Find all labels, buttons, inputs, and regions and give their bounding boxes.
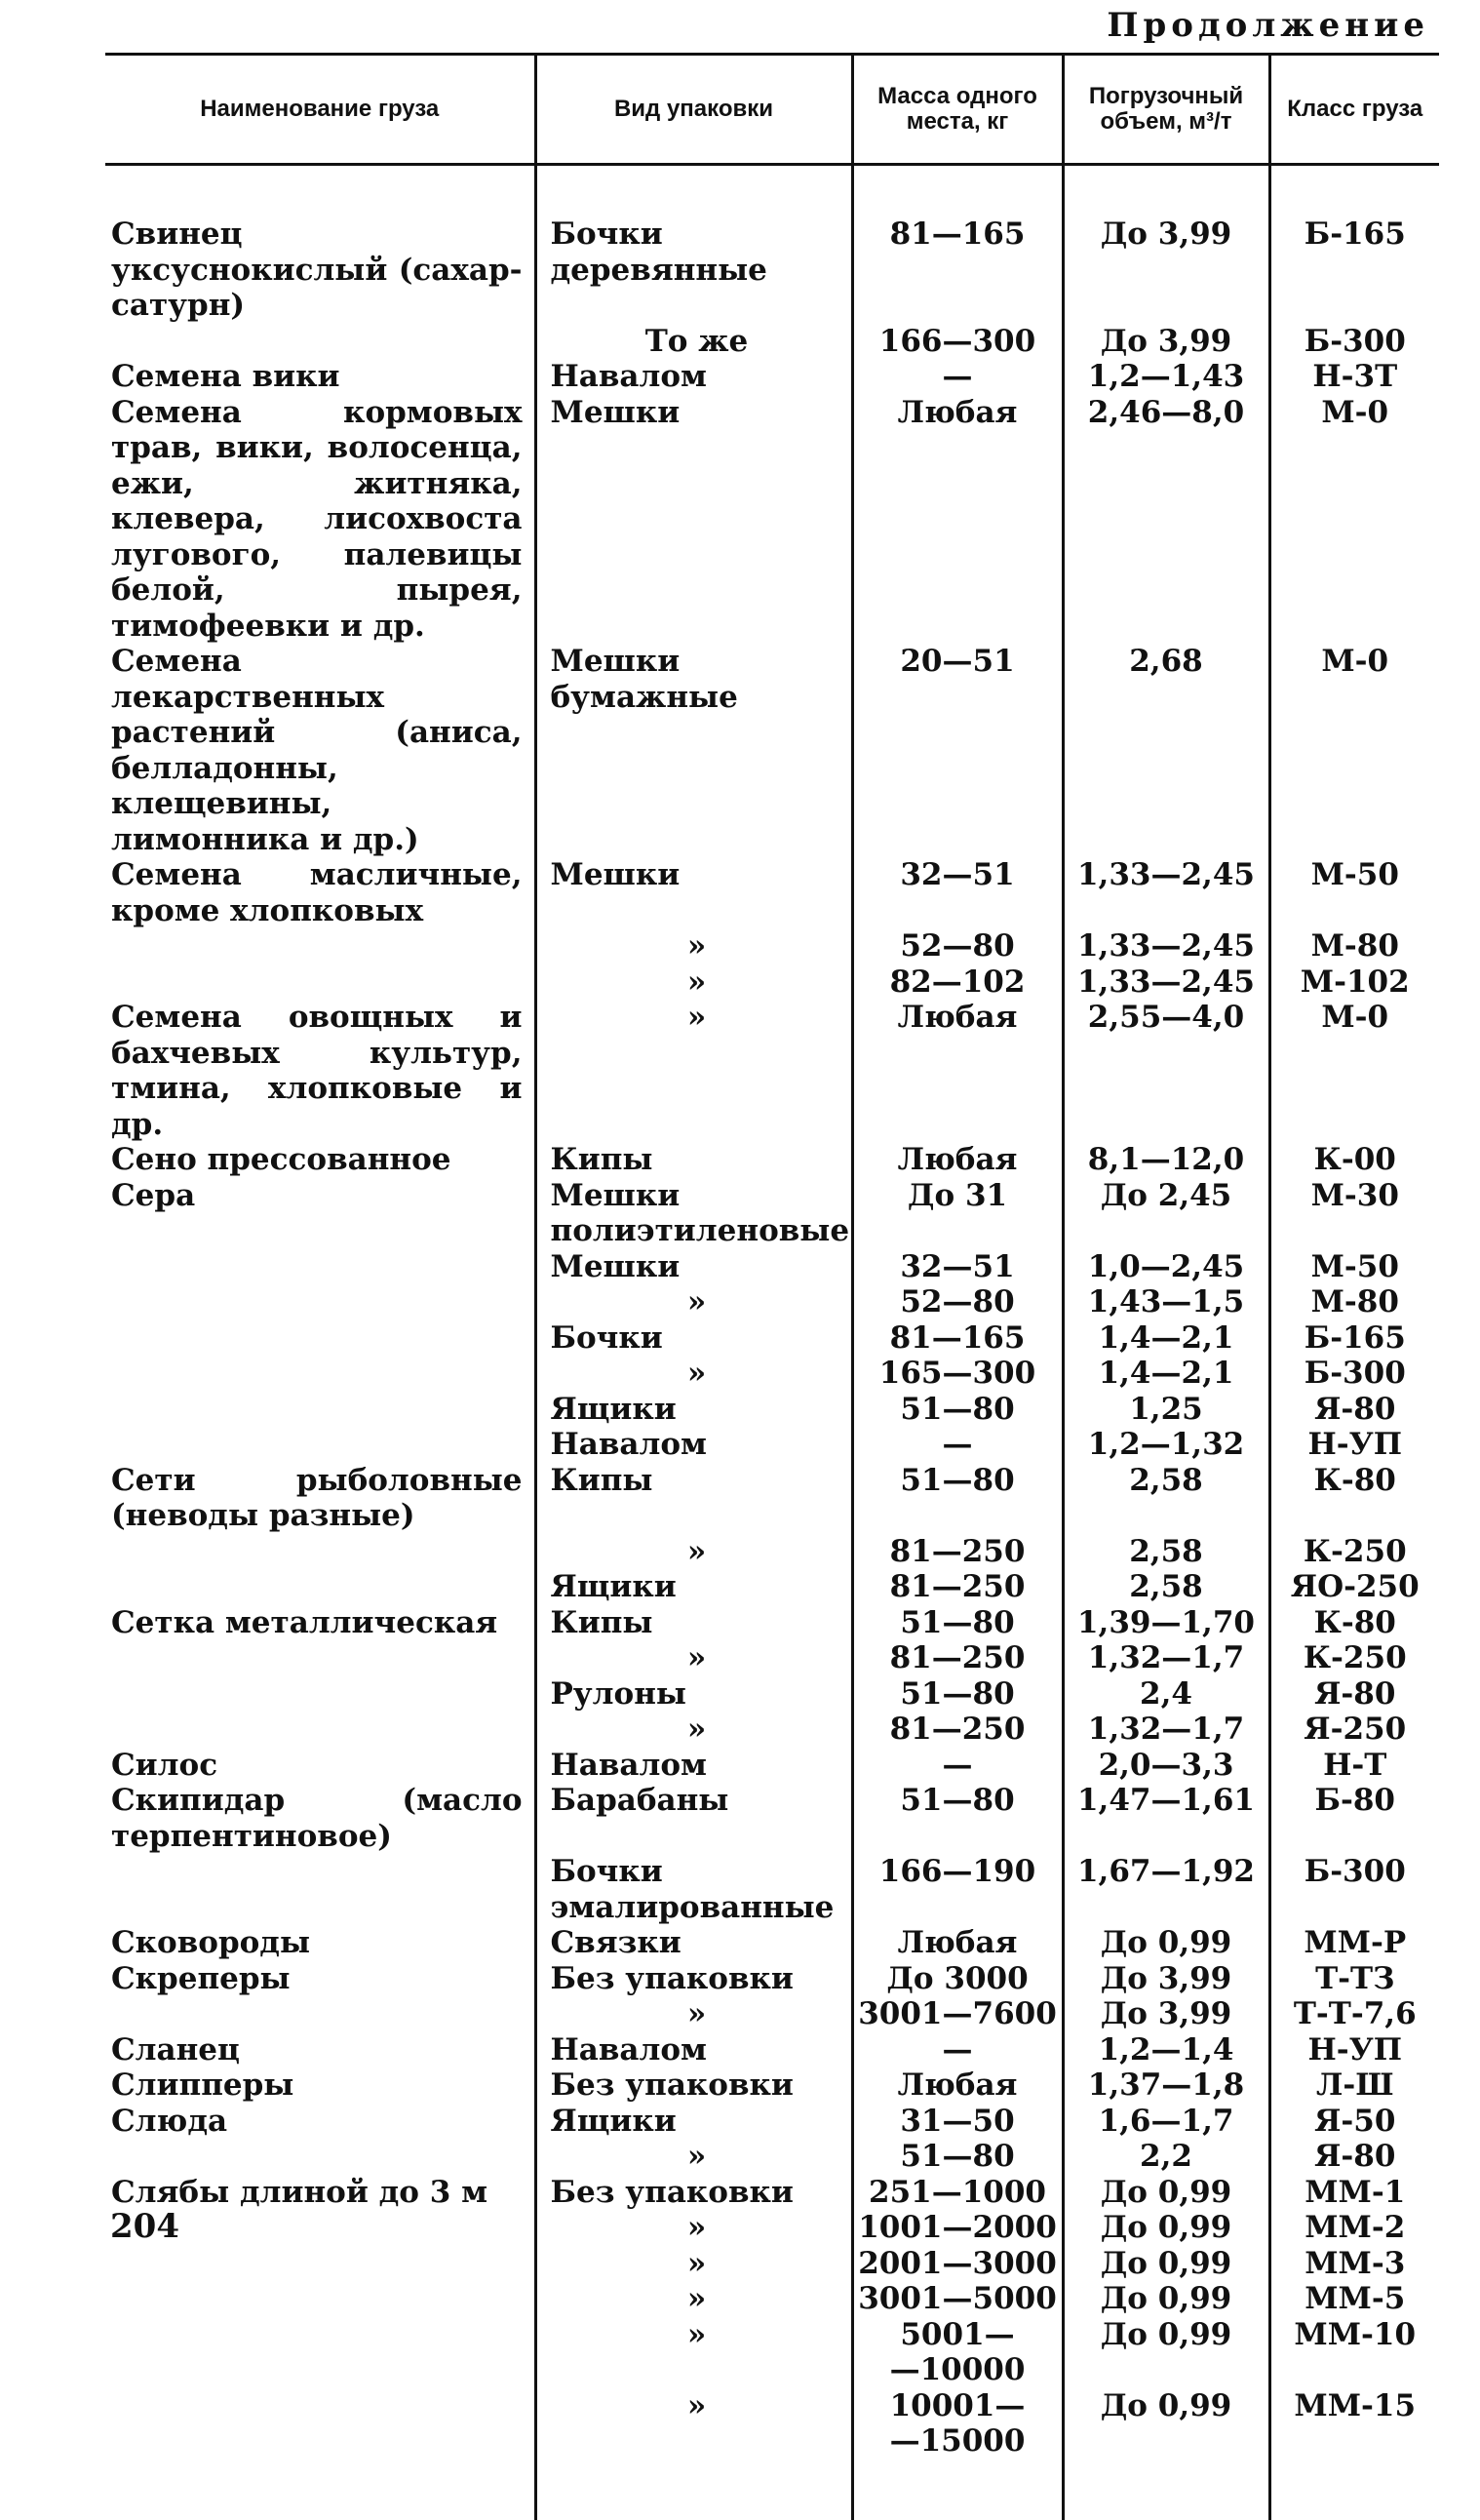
cell-packaging: » bbox=[535, 2246, 852, 2282]
cell-packaging: Кипы bbox=[535, 1605, 852, 1641]
cell-loading-volume: 1,67—1,92 bbox=[1063, 1854, 1269, 1925]
cell-loading-volume: 1,39—1,70 bbox=[1063, 1605, 1269, 1641]
table-row bbox=[105, 1178, 1439, 1249]
cell-packaging: Бочки bbox=[535, 1320, 852, 1357]
cell-cargo-class: Б-300 bbox=[1269, 1854, 1439, 1925]
cell-cargo-class: Б-165 bbox=[1269, 1320, 1439, 1357]
cell-loading-volume: 2,55—4,0 bbox=[1063, 1000, 1269, 1142]
cell-cargo-class: Я-50 bbox=[1269, 2104, 1439, 2140]
cell-cargo-name: Свинец уксуснокислый (сахар-сатурн) bbox=[111, 217, 523, 323]
table-row bbox=[105, 2175, 1439, 2211]
cell-packaging: Кипы bbox=[535, 1463, 852, 1534]
table-row bbox=[105, 2317, 1439, 2388]
cell-packaging: Мешки bbox=[535, 857, 852, 928]
cell-loading-volume: До 3,99 bbox=[1063, 1961, 1269, 1997]
cell-packaging: Рулоны bbox=[535, 1676, 852, 1713]
table-row bbox=[105, 2281, 1439, 2317]
page-number: 204 bbox=[110, 2207, 179, 2246]
cell-packaging: » bbox=[535, 1534, 852, 1570]
spacer-row bbox=[105, 165, 1439, 217]
table-row bbox=[105, 1712, 1439, 1748]
cell-cargo-name: Семена лекарственных растений (аниса, белладонны, клещевины, лимонника и др.) bbox=[111, 644, 523, 857]
table-row bbox=[105, 1748, 1439, 1784]
cell-cargo-class: Б-300 bbox=[1269, 1356, 1439, 1392]
cell-loading-volume: 1,32—1,7 bbox=[1063, 1640, 1269, 1676]
cell-packaging: Мешки bbox=[535, 395, 852, 645]
cell-cargo-name: Сланец bbox=[111, 2031, 240, 2067]
cell-cargo-name: Семена кормовых трав, вики, волосенца, ежи, житняка, клевера, лисохвоста лугового, палевицы белой, пырея, тимофеевки и др. bbox=[111, 394, 523, 644]
cell-unit-mass: 166—190 bbox=[852, 1854, 1063, 1925]
cell-cargo-name: Скипидар (масло терпентиновое) bbox=[111, 1783, 523, 1854]
cell-cargo-name bbox=[105, 1569, 535, 1605]
cell-loading-volume: 2,0—3,3 bbox=[1063, 1748, 1269, 1784]
table-row bbox=[105, 324, 1439, 360]
header-unit-mass: Масса одного места, кг bbox=[852, 55, 1063, 165]
table-row bbox=[105, 395, 1439, 645]
cell-unit-mass: 51—80 bbox=[852, 1676, 1063, 1713]
cell-loading-volume: До 0,99 bbox=[1063, 1925, 1269, 1961]
cell-cargo-name: Сети рыболовные (неводы разные) bbox=[111, 1462, 523, 1533]
cell-unit-mass: 81—250 bbox=[852, 1640, 1063, 1676]
cell-cargo-class: М-50 bbox=[1269, 1249, 1439, 1285]
cell-cargo-class: Т-ТЗ bbox=[1269, 1961, 1439, 1997]
cell-loading-volume: 2,58 bbox=[1063, 1569, 1269, 1605]
header-loading-volume: Погрузочный объем, м³/т bbox=[1063, 55, 1269, 165]
cell-cargo-class: ЯО-250 bbox=[1269, 1569, 1439, 1605]
cell-cargo-class: ММ-2 bbox=[1269, 2210, 1439, 2246]
cell-unit-mass: 81—250 bbox=[852, 1534, 1063, 1570]
cell-cargo-class: ММ-5 bbox=[1269, 2281, 1439, 2317]
cell-packaging: Ящики bbox=[535, 2104, 852, 2140]
cell-unit-mass: Любая bbox=[852, 1925, 1063, 1961]
cell-packaging: » bbox=[535, 2210, 852, 2246]
cell-unit-mass: 51—80 bbox=[852, 1605, 1063, 1641]
cell-loading-volume: 1,47—1,61 bbox=[1063, 1783, 1269, 1854]
table-row bbox=[105, 1320, 1439, 1357]
cell-cargo-name: Семена масличные, кроме хлопковых bbox=[111, 857, 523, 928]
cell-cargo-name bbox=[105, 1640, 535, 1676]
cell-unit-mass: До 31 bbox=[852, 1178, 1063, 1249]
cell-loading-volume: 1,2—1,32 bbox=[1063, 1427, 1269, 1463]
cell-packaging: » bbox=[535, 1640, 852, 1676]
cell-cargo-class: Н-Т bbox=[1269, 1748, 1439, 1784]
header-cargo-class: Класс груза bbox=[1269, 55, 1439, 165]
cell-cargo-class: Я-80 bbox=[1269, 2139, 1439, 2175]
cell-loading-volume: 2,2 bbox=[1063, 2139, 1269, 2175]
table-row bbox=[105, 644, 1439, 857]
cell-cargo-name bbox=[105, 928, 535, 965]
cell-loading-volume: 2,46—8,0 bbox=[1063, 395, 1269, 645]
table-row bbox=[105, 1925, 1439, 1961]
table-row bbox=[105, 1783, 1439, 1854]
table-row bbox=[105, 1676, 1439, 1713]
table-row bbox=[105, 1142, 1439, 1178]
table-row bbox=[105, 928, 1439, 965]
cell-unit-mass: 1001—2000 bbox=[852, 2210, 1063, 2246]
cell-unit-mass: 82—102 bbox=[852, 965, 1063, 1001]
table-row bbox=[105, 2067, 1439, 2104]
cell-cargo-name: Сера bbox=[111, 1177, 196, 1213]
cell-loading-volume: До 0,99 bbox=[1063, 2246, 1269, 2282]
cell-cargo-name: Слюда bbox=[111, 2103, 228, 2139]
cell-unit-mass: 51—80 bbox=[852, 1392, 1063, 1428]
continuation-label: Продолжение bbox=[1107, 6, 1429, 45]
cell-cargo-class: ММ-Р bbox=[1269, 1925, 1439, 1961]
cell-cargo-name bbox=[105, 1320, 535, 1357]
cell-cargo-name: Сетка металлическая bbox=[111, 1604, 498, 1640]
table-row bbox=[105, 1640, 1439, 1676]
cell-packaging: Кипы bbox=[535, 1142, 852, 1178]
cell-packaging: Мешки bbox=[535, 1249, 852, 1285]
table-row bbox=[105, 1534, 1439, 1570]
cell-cargo-class: Т-Т-7,6 bbox=[1269, 1996, 1439, 2032]
cell-unit-mass: 251—1000 bbox=[852, 2175, 1063, 2211]
table-row bbox=[105, 2104, 1439, 2140]
table-row bbox=[105, 217, 1439, 324]
cell-unit-mass: 51—80 bbox=[852, 1783, 1063, 1854]
table-row bbox=[105, 1961, 1439, 1997]
cell-packaging: Без упаковки bbox=[535, 1961, 852, 1997]
cell-packaging: Барабаны bbox=[535, 1783, 852, 1854]
cell-unit-mass: Любая bbox=[852, 2067, 1063, 2104]
cell-unit-mass: До 3000 bbox=[852, 1961, 1063, 1997]
cell-packaging: » bbox=[535, 1996, 852, 2032]
table-row bbox=[105, 2388, 1439, 2460]
cell-loading-volume: 1,33—2,45 bbox=[1063, 928, 1269, 965]
cell-cargo-class: Л-Ш bbox=[1269, 2067, 1439, 2104]
cell-cargo-class: М-80 bbox=[1269, 1284, 1439, 1320]
cell-packaging: Без упаковки bbox=[535, 2175, 852, 2211]
cell-cargo-class: К-80 bbox=[1269, 1605, 1439, 1641]
spacer-row bbox=[105, 2460, 1439, 2520]
cell-cargo-name bbox=[105, 1284, 535, 1320]
table-row bbox=[105, 1249, 1439, 1285]
cell-loading-volume: 8,1—12,0 bbox=[1063, 1142, 1269, 1178]
cell-cargo-class: М-30 bbox=[1269, 1178, 1439, 1249]
cell-loading-volume: 2,58 bbox=[1063, 1534, 1269, 1570]
cell-cargo-name bbox=[105, 1356, 535, 1392]
cell-packaging: » bbox=[535, 1284, 852, 1320]
cell-cargo-class: ММ-1 bbox=[1269, 2175, 1439, 2211]
cell-cargo-name: Сено прессованное bbox=[111, 1142, 451, 1177]
cell-packaging: Бочки эмалированные bbox=[535, 1854, 852, 1925]
cell-cargo-name bbox=[105, 1249, 535, 1285]
cell-loading-volume: 2,4 bbox=[1063, 1676, 1269, 1713]
cell-cargo-class: ММ-3 bbox=[1269, 2246, 1439, 2282]
cell-loading-volume: До 3,99 bbox=[1063, 324, 1269, 360]
cell-unit-mass: — bbox=[852, 2032, 1063, 2068]
cell-cargo-class: Я-250 bbox=[1269, 1712, 1439, 1748]
cell-packaging: » bbox=[535, 1712, 852, 1748]
cell-unit-mass: 81—165 bbox=[852, 217, 1063, 324]
cell-cargo-name: Силос bbox=[111, 1747, 218, 1783]
cell-unit-mass: — bbox=[852, 1427, 1063, 1463]
cell-unit-mass: 81—250 bbox=[852, 1712, 1063, 1748]
cell-unit-mass: 31—50 bbox=[852, 2104, 1063, 2140]
table-row bbox=[105, 1854, 1439, 1925]
cell-cargo-class: М-0 bbox=[1269, 644, 1439, 857]
cell-cargo-class: ММ-15 bbox=[1269, 2388, 1439, 2460]
cell-unit-mass: 32—51 bbox=[852, 857, 1063, 928]
cell-cargo-class: К-250 bbox=[1269, 1534, 1439, 1570]
cell-packaging: » bbox=[535, 2139, 852, 2175]
cell-loading-volume: До 0,99 bbox=[1063, 2210, 1269, 2246]
table-row bbox=[105, 1605, 1439, 1641]
cell-unit-mass: 52—80 bbox=[852, 1284, 1063, 1320]
cell-loading-volume: 2,68 bbox=[1063, 644, 1269, 857]
cell-cargo-class: Н-3Т bbox=[1269, 359, 1439, 395]
cell-packaging: Навалом bbox=[535, 2032, 852, 2068]
cell-loading-volume: 1,43—1,5 bbox=[1063, 1284, 1269, 1320]
header-cargo-name: Наименование груза bbox=[105, 55, 535, 165]
cell-unit-mass: 81—165 bbox=[852, 1320, 1063, 1357]
cell-loading-volume: До 0,99 bbox=[1063, 2317, 1269, 2388]
cell-loading-volume: До 0,99 bbox=[1063, 2388, 1269, 2460]
table-row bbox=[105, 1427, 1439, 1463]
cell-cargo-class: Б-165 bbox=[1269, 217, 1439, 324]
cell-cargo-class: К-00 bbox=[1269, 1142, 1439, 1178]
cell-cargo-class: ММ-10 bbox=[1269, 2317, 1439, 2388]
cell-cargo-name: Слябы длиной до 3 м bbox=[111, 2174, 488, 2210]
cell-unit-mass: 3001—7600 bbox=[852, 1996, 1063, 2032]
cell-loading-volume: До 0,99 bbox=[1063, 2281, 1269, 2317]
cell-unit-mass: 32—51 bbox=[852, 1249, 1063, 1285]
cell-cargo-name bbox=[105, 2388, 535, 2460]
cell-cargo-class: Я-80 bbox=[1269, 1676, 1439, 1713]
cell-unit-mass: 52—80 bbox=[852, 928, 1063, 965]
table-row bbox=[105, 1463, 1439, 1534]
table-header-row bbox=[105, 55, 1439, 165]
cell-unit-mass: Любая bbox=[852, 395, 1063, 645]
cell-loading-volume: 1,33—2,45 bbox=[1063, 857, 1269, 928]
cell-unit-mass: — bbox=[852, 359, 1063, 395]
table-row bbox=[105, 1000, 1439, 1142]
cell-loading-volume: 1,2—1,43 bbox=[1063, 359, 1269, 395]
cell-unit-mass: 2001—3000 bbox=[852, 2246, 1063, 2282]
cell-loading-volume: 1,25 bbox=[1063, 1392, 1269, 1428]
cell-cargo-class: М-0 bbox=[1269, 395, 1439, 645]
cell-loading-volume: 1,2—1,4 bbox=[1063, 2032, 1269, 2068]
cell-cargo-class: Б-300 bbox=[1269, 324, 1439, 360]
table-row bbox=[105, 1284, 1439, 1320]
cell-packaging: Мешки полиэтиленовые bbox=[535, 1178, 852, 1249]
cell-packaging: » bbox=[535, 1356, 852, 1392]
cell-unit-mass: 10001— —15000 bbox=[852, 2388, 1063, 2460]
cell-loading-volume: 2,58 bbox=[1063, 1463, 1269, 1534]
cell-packaging: Связки bbox=[535, 1925, 852, 1961]
cell-cargo-class: Н-УП bbox=[1269, 2032, 1439, 2068]
cell-cargo-name: Слипперы bbox=[111, 2067, 294, 2103]
cell-packaging: Без упаковки bbox=[535, 2067, 852, 2104]
cell-loading-volume: 1,37—1,8 bbox=[1063, 2067, 1269, 2104]
cell-cargo-name bbox=[105, 2281, 535, 2317]
cell-loading-volume: 1,6—1,7 bbox=[1063, 2104, 1269, 2140]
cell-cargo-name bbox=[105, 324, 535, 360]
table-row bbox=[105, 359, 1439, 395]
cell-packaging: То же bbox=[535, 324, 852, 360]
cell-packaging: Навалом bbox=[535, 1748, 852, 1784]
cell-packaging: » bbox=[535, 1000, 852, 1142]
cell-packaging: » bbox=[535, 2388, 852, 2460]
cell-packaging: Бочки деревянные bbox=[535, 217, 852, 324]
cell-packaging: Мешки бумажные bbox=[535, 644, 852, 857]
cell-packaging: » bbox=[535, 928, 852, 965]
cell-cargo-class: К-250 bbox=[1269, 1640, 1439, 1676]
cell-unit-mass: 3001—5000 bbox=[852, 2281, 1063, 2317]
table-row bbox=[105, 1392, 1439, 1428]
cell-unit-mass: 20—51 bbox=[852, 644, 1063, 857]
cell-loading-volume: До 0,99 bbox=[1063, 2175, 1269, 2211]
table-row bbox=[105, 2246, 1439, 2282]
table-body bbox=[105, 165, 1439, 2520]
table-row bbox=[105, 2032, 1439, 2068]
cell-unit-mass: — bbox=[852, 1748, 1063, 1784]
cell-cargo-class: М-102 bbox=[1269, 965, 1439, 1001]
cell-cargo-name bbox=[105, 1996, 535, 2032]
cell-cargo-class: Н-УП bbox=[1269, 1427, 1439, 1463]
table-row bbox=[105, 1569, 1439, 1605]
cell-loading-volume: До 3,99 bbox=[1063, 1996, 1269, 2032]
cell-loading-volume: 1,32—1,7 bbox=[1063, 1712, 1269, 1748]
cell-cargo-name bbox=[105, 1854, 535, 1925]
cell-unit-mass: 51—80 bbox=[852, 2139, 1063, 2175]
cell-packaging: » bbox=[535, 2317, 852, 2388]
cell-loading-volume: 1,4—2,1 bbox=[1063, 1356, 1269, 1392]
cell-packaging: Навалом bbox=[535, 359, 852, 395]
cell-cargo-name bbox=[105, 1427, 535, 1463]
cell-cargo-class: М-80 bbox=[1269, 928, 1439, 965]
cell-packaging: Навалом bbox=[535, 1427, 852, 1463]
cell-unit-mass: 165—300 bbox=[852, 1356, 1063, 1392]
cell-loading-volume: До 3,99 bbox=[1063, 217, 1269, 324]
header-packaging: Вид упаковки bbox=[535, 55, 852, 165]
cell-loading-volume: 1,0—2,45 bbox=[1063, 1249, 1269, 1285]
cell-packaging: » bbox=[535, 965, 852, 1001]
table-row bbox=[105, 1356, 1439, 1392]
table-row bbox=[105, 965, 1439, 1001]
cargo-table bbox=[105, 53, 1439, 2520]
cell-cargo-name bbox=[105, 1712, 535, 1748]
cell-cargo-class: Б-80 bbox=[1269, 1783, 1439, 1854]
cell-cargo-name bbox=[105, 2246, 535, 2282]
cell-loading-volume: 1,4—2,1 bbox=[1063, 1320, 1269, 1357]
cell-cargo-name bbox=[105, 965, 535, 1001]
cell-cargo-class: М-0 bbox=[1269, 1000, 1439, 1142]
cell-cargo-name bbox=[105, 1392, 535, 1428]
cell-loading-volume: 1,33—2,45 bbox=[1063, 965, 1269, 1001]
cell-cargo-name bbox=[105, 2317, 535, 2388]
cell-unit-mass: 166—300 bbox=[852, 324, 1063, 360]
cell-cargo-name bbox=[105, 1676, 535, 1713]
table-row bbox=[105, 1996, 1439, 2032]
cell-packaging: » bbox=[535, 2281, 852, 2317]
cell-cargo-name bbox=[105, 2139, 535, 2175]
cell-cargo-class: Я-80 bbox=[1269, 1392, 1439, 1428]
cell-cargo-name: Семена овощных и бахчевых культур, тмина, хлопковые и др. bbox=[111, 1000, 523, 1142]
cell-unit-mass: 81—250 bbox=[852, 1569, 1063, 1605]
cell-cargo-name bbox=[105, 1534, 535, 1570]
table-row bbox=[105, 857, 1439, 928]
cell-cargo-class: К-80 bbox=[1269, 1463, 1439, 1534]
cell-unit-mass: Любая bbox=[852, 1000, 1063, 1142]
cell-packaging: Ящики bbox=[535, 1392, 852, 1428]
cell-unit-mass: Любая bbox=[852, 1142, 1063, 1178]
table-row bbox=[105, 2139, 1439, 2175]
cell-unit-mass: 5001— —10000 bbox=[852, 2317, 1063, 2388]
cell-unit-mass: 51—80 bbox=[852, 1463, 1063, 1534]
table-row bbox=[105, 2210, 1439, 2246]
cell-cargo-name: Семена вики bbox=[111, 359, 340, 394]
cell-cargo-class: М-50 bbox=[1269, 857, 1439, 928]
cell-packaging: Ящики bbox=[535, 1569, 852, 1605]
cell-cargo-name: Сковороды bbox=[111, 1925, 311, 1960]
cell-cargo-name: Скреперы bbox=[111, 1960, 291, 1996]
cell-loading-volume: До 2,45 bbox=[1063, 1178, 1269, 1249]
